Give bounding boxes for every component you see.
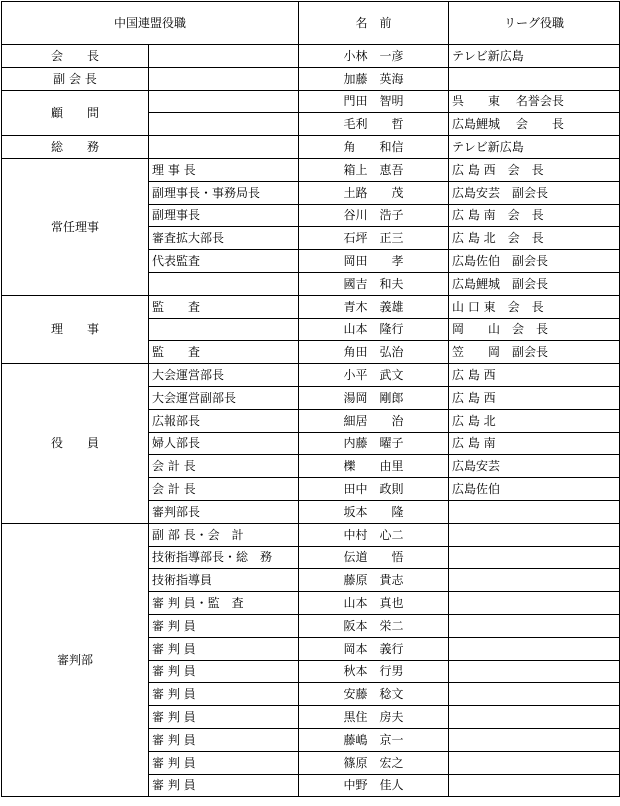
role-detail: 副理事長・事務局長 [149,181,299,204]
person-name: 小平 武文 [299,364,449,387]
role-detail [149,136,299,159]
person-name: 中村 心二 [299,523,449,546]
person-name: 小林 一彦 [299,45,449,68]
role-detail [149,45,299,68]
role-detail: 副 部 長・会 計 [149,523,299,546]
role-detail: 技術指導部長・総 務 [149,546,299,569]
role-detail: 審 判 員 [149,637,299,660]
league-role: 広島安芸 [449,455,620,478]
person-name: 土路 茂 [299,181,449,204]
role-group: 顧 問 [2,90,149,136]
person-name: 内藤 曜子 [299,432,449,455]
person-name: 國吉 和夫 [299,272,449,295]
role-detail [149,113,299,136]
league-role: 広島佐伯 副会長 [449,250,620,273]
league-role [449,728,620,751]
role-detail: 審 判 員 [149,660,299,683]
person-name: 門田 智明 [299,90,449,113]
role-detail: 審判部長 [149,500,299,523]
person-name: 細居 治 [299,409,449,432]
league-role [449,706,620,729]
league-role [449,523,620,546]
role-group: 審判部 [2,523,149,797]
role-detail: 大会運営部長 [149,364,299,387]
person-name: 阪本 栄二 [299,614,449,637]
person-name: 岡本 義行 [299,637,449,660]
role-detail: 審 判 員 [149,614,299,637]
header-row [2,2,620,45]
role-detail: 広報部長 [149,409,299,432]
table-row [2,136,620,159]
person-name: 櫟 由里 [299,455,449,478]
role-detail: 審 判 員 [149,683,299,706]
person-name: 秋本 行男 [299,660,449,683]
role-group: 副 会 長 [2,67,149,90]
role-detail: 審 判 員 [149,751,299,774]
role-group: 役 員 [2,364,149,524]
league-role: 広 島 西 [449,364,620,387]
table-row [2,67,620,90]
person-name: 谷川 浩子 [299,204,449,227]
league-role [449,637,620,660]
person-name: 山本 真也 [299,592,449,615]
league-role: 岡 山 会 長 [449,318,620,341]
person-name: 黒住 房夫 [299,706,449,729]
role-group: 会 長 [2,45,149,68]
role-detail [149,90,299,113]
league-role: 広 島 北 [449,409,620,432]
league-role: 広 島 西 会 長 [449,158,620,181]
role-detail: 監 査 [149,295,299,318]
league-role [449,546,620,569]
person-name: 角 和信 [299,136,449,159]
person-name: 岡田 孝 [299,250,449,273]
person-name: 中野 佳人 [299,774,449,797]
person-name: 石坪 正三 [299,227,449,250]
role-detail: 審 判 員 [149,728,299,751]
person-name: 加藤 英海 [299,67,449,90]
role-detail [149,318,299,341]
league-role [449,660,620,683]
person-name: 安藤 稔文 [299,683,449,706]
role-detail: 監 査 [149,341,299,364]
league-role [449,592,620,615]
league-role: テレビ新広島 [449,136,620,159]
league-role: 広島安芸 副会長 [449,181,620,204]
person-name: 角田 弘治 [299,341,449,364]
person-name: 藤原 貴志 [299,569,449,592]
league-role [449,774,620,797]
role-detail: 副理事長 [149,204,299,227]
league-role: 広 島 南 会 長 [449,204,620,227]
person-name: 伝道 悟 [299,546,449,569]
league-role [449,500,620,523]
league-role: 山 口 東 会 長 [449,295,620,318]
table-row [2,295,620,318]
league-role [449,614,620,637]
role-detail: 会 計 長 [149,455,299,478]
role-detail: 審査拡大部長 [149,227,299,250]
league-role: 笠 岡 副会長 [449,341,620,364]
person-name: 箱上 恵吾 [299,158,449,181]
league-role [449,751,620,774]
table-row [2,523,620,546]
league-role: 広 島 北 会 長 [449,227,620,250]
role-detail: 技術指導員 [149,569,299,592]
league-role [449,683,620,706]
role-group: 理 事 [2,295,149,363]
table-row [2,45,620,68]
role-detail: 会 計 長 [149,478,299,501]
league-role: 広島鯉城 副会長 [449,272,620,295]
table-row [2,90,620,113]
header-name: 名 前 [299,2,449,45]
table-row [2,364,620,387]
role-detail [149,67,299,90]
role-detail: 大会運営副部長 [149,386,299,409]
table-row [2,158,620,181]
league-role: 広 島 南 [449,432,620,455]
person-name: 藤嶋 京一 [299,728,449,751]
league-role: 呉 東 名誉会長 [449,90,620,113]
role-detail: 審 判 員・監 査 [149,592,299,615]
league-role: 広島佐伯 [449,478,620,501]
person-name: 青木 義雄 [299,295,449,318]
person-name: 坂本 隆 [299,500,449,523]
person-name: 毛利 哲 [299,113,449,136]
person-name: 篠原 宏之 [299,751,449,774]
role-group: 常任理事 [2,158,149,295]
role-detail: 審 判 員 [149,774,299,797]
officer-table [1,1,620,797]
role-detail [149,272,299,295]
person-name: 田中 政則 [299,478,449,501]
league-role: 広 島 西 [449,386,620,409]
role-detail: 審 判 員 [149,706,299,729]
role-detail: 婦人部長 [149,432,299,455]
role-detail: 代表監査 [149,250,299,273]
role-group: 総 務 [2,136,149,159]
header-role: 中国連盟役職 [2,2,299,45]
league-role: 広島鯉城 会 長 [449,113,620,136]
role-detail: 理 事 長 [149,158,299,181]
person-name: 山本 隆行 [299,318,449,341]
person-name: 湯岡 剛郎 [299,386,449,409]
league-role [449,569,620,592]
league-role: テレビ新広島 [449,45,620,68]
league-role [449,67,620,90]
header-league: リーグ役職 [449,2,620,45]
